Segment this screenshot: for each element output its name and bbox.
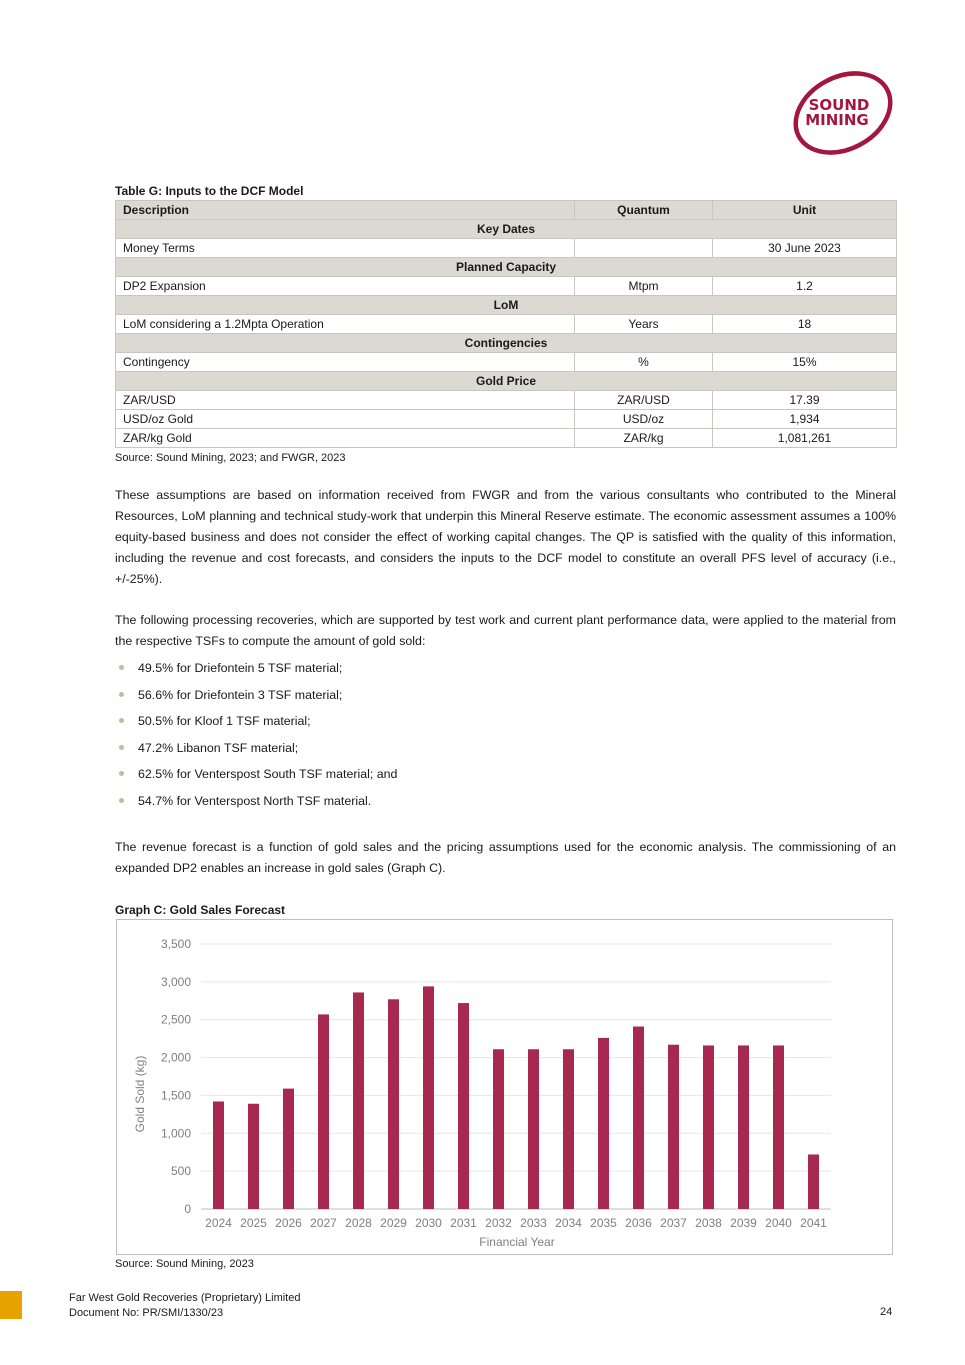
- bullet-icon: [119, 692, 124, 697]
- y-tick-label: 1,500: [160, 1088, 191, 1103]
- cell-description: Contingency: [116, 353, 575, 372]
- list-item: [115, 738, 397, 765]
- cell-unit: 1,081,261: [713, 429, 897, 448]
- table-group-row: [116, 372, 897, 391]
- x-tick-label: 2032: [485, 1216, 512, 1230]
- bullet-icon: [119, 665, 124, 670]
- x-axis-title: Financial Year: [479, 1235, 555, 1249]
- bar-2033: [528, 1049, 539, 1209]
- x-tick-label: 2038: [695, 1216, 722, 1230]
- bar-2026: [283, 1089, 294, 1209]
- bar-2036: [633, 1027, 644, 1209]
- table-row: [116, 391, 897, 410]
- bar-2032: [493, 1049, 504, 1209]
- list-item-text: 47.2% Libanon TSF material;: [138, 740, 299, 755]
- table-title: Table G: Inputs to the DCF Model: [115, 184, 304, 198]
- table-group-row: [116, 334, 897, 353]
- x-tick-label: 2027: [310, 1216, 337, 1230]
- bullet-icon: [119, 745, 124, 750]
- table-group-row: [116, 220, 897, 239]
- bar-2041: [808, 1154, 819, 1209]
- bar-2025: [248, 1104, 259, 1209]
- group-label: Contingencies: [116, 334, 897, 353]
- table-group-row: [116, 258, 897, 277]
- sound-mining-logo: [787, 68, 899, 158]
- x-tick-label: 2024: [205, 1216, 232, 1230]
- cell-quantum: Years: [575, 315, 713, 334]
- bar-2030: [423, 986, 434, 1209]
- bar-2040: [773, 1045, 784, 1209]
- cell-quantum: Mtpm: [575, 277, 713, 296]
- y-tick-label: 2,500: [160, 1012, 191, 1027]
- bullet-icon: [119, 798, 124, 803]
- dcf-inputs-table: [115, 200, 897, 448]
- table-row: [116, 239, 897, 258]
- bar-2035: [598, 1038, 609, 1209]
- table-row: [116, 410, 897, 429]
- logo-line-2: MINING: [805, 111, 869, 129]
- list-item: [115, 685, 397, 712]
- cell-unit: 18: [713, 315, 897, 334]
- recoveries-list: [115, 658, 397, 818]
- list-item-text: 62.5% for Venterspost South TSF material; and: [138, 767, 398, 782]
- table-row: [116, 353, 897, 372]
- cell-quantum: ZAR/kg: [575, 429, 713, 448]
- bar-2038: [703, 1045, 714, 1209]
- chart-source: Source: Sound Mining, 2023: [115, 1258, 254, 1270]
- x-tick-label: 2037: [660, 1216, 687, 1230]
- x-tick-label: 2041: [800, 1216, 827, 1230]
- table-row: [116, 315, 897, 334]
- paragraph-assumptions: These assumptions are based on information received from FWGR and from the various consultants who contributed to the Mineral Resources, LoM planning and technical study-work that underpin this Mineral Reserve estimate. The economic assessment assumes a 100% equity-based business and does not consider the effect of working capital changes. The QP is satisfied with the quality of this information, including the revenue and cost forecasts, and considers the inputs to the DCF model to constitute an overall PFS level of accuracy (i.e., +/-25%).: [115, 488, 896, 586]
- list-item: [115, 764, 397, 791]
- cell-unit: 17.39: [713, 391, 897, 410]
- list-item-text: 50.5% for Kloof 1 TSF material;: [138, 714, 311, 729]
- x-tick-label: 2029: [380, 1216, 407, 1230]
- list-item-text: 56.6% for Driefontein 3 TSF material;: [138, 687, 343, 702]
- bar-2029: [388, 999, 399, 1209]
- list-item-text: 49.5% for Driefontein 5 TSF material;: [138, 661, 343, 675]
- bar-2024: [213, 1101, 224, 1209]
- list-item: [115, 711, 397, 738]
- cell-description: ZAR/kg Gold: [116, 429, 575, 448]
- paragraph-recoveries: The following processing recoveries, which are supported by test work and current plant performance data, were applied to the material from the respective TSFs to compute the amount of gold sold:: [115, 613, 896, 648]
- chart-container: [116, 919, 893, 1255]
- table-row: [116, 277, 897, 296]
- cell-quantum: USD/oz: [575, 410, 713, 429]
- x-tick-label: 2026: [275, 1216, 302, 1230]
- bullet-icon: [119, 718, 124, 723]
- logo-line-1: SOUND: [808, 96, 870, 114]
- cell-description: DP2 Expansion: [116, 277, 575, 296]
- cell-quantum: ZAR/USD: [575, 391, 713, 410]
- list-item-text: 54.7% for Venterspost North TSF material.: [138, 793, 372, 808]
- cell-unit: 15%: [713, 353, 897, 372]
- page-number: 24: [880, 1306, 893, 1318]
- table-header-row: [116, 201, 897, 220]
- graph-title: Graph C: Gold Sales Forecast: [115, 903, 286, 917]
- x-tick-label: 2033: [520, 1216, 547, 1230]
- gold-sales-chart: [117, 920, 892, 1254]
- cell-quantum: %: [575, 353, 713, 372]
- paragraph-revenue: The revenue forecast is a function of gold sales and the pricing assumptions used for the economic analysis. The commissioning of an expanded DP2 enables an increase in gold sales (Graph C).: [115, 840, 896, 875]
- bar-2031: [458, 1003, 469, 1209]
- cell-description: LoM considering a 1.2Mpta Operation: [116, 315, 575, 334]
- cell-unit: 1,934: [713, 410, 897, 429]
- bar-2027: [318, 1014, 329, 1209]
- group-label: Gold Price: [116, 372, 897, 391]
- x-tick-label: 2031: [450, 1216, 477, 1230]
- x-tick-label: 2036: [625, 1216, 652, 1230]
- footer-company: Far West Gold Recoveries (Proprietary) Limited: [69, 1292, 301, 1304]
- group-label: Key Dates: [116, 220, 897, 239]
- header-unit: Unit: [713, 201, 897, 220]
- footer-document-number: Document No: PR/SMI/1330/23: [69, 1307, 224, 1319]
- y-tick-label: 3,000: [160, 974, 191, 989]
- table-source: Source: Sound Mining, 2023; and FWGR, 2023: [115, 452, 346, 464]
- table-row: [116, 429, 897, 448]
- group-label: LoM: [116, 296, 897, 315]
- y-tick-label: 3,500: [160, 937, 191, 951]
- bar-2037: [668, 1045, 679, 1209]
- table-group-row: [116, 296, 897, 315]
- x-tick-label: 2039: [730, 1216, 757, 1230]
- x-tick-label: 2034: [555, 1216, 582, 1230]
- cell-unit: 1.2: [713, 277, 897, 296]
- bar-2028: [353, 992, 364, 1209]
- header-quantum: Quantum: [575, 201, 713, 220]
- list-item: [115, 791, 397, 818]
- y-axis-title: Gold Sold (kg): [133, 1055, 147, 1133]
- footer-info: [69, 1291, 300, 1321]
- group-label: Planned Capacity: [116, 258, 897, 277]
- cell-quantum: [575, 239, 713, 258]
- bullet-icon: [119, 771, 124, 776]
- cell-description: USD/oz Gold: [116, 410, 575, 429]
- y-tick-label: 500: [170, 1164, 191, 1179]
- x-tick-label: 2028: [345, 1216, 372, 1230]
- cell-unit: 30 June 2023: [713, 239, 897, 258]
- y-tick-label: 1,000: [160, 1126, 191, 1141]
- x-tick-label: 2030: [415, 1216, 442, 1230]
- x-tick-label: 2025: [240, 1216, 267, 1230]
- y-tick-label: 2,000: [160, 1050, 191, 1065]
- bar-2039: [738, 1045, 749, 1209]
- y-tick-label: 0: [184, 1202, 191, 1216]
- list-item: [115, 658, 397, 685]
- x-tick-label: 2035: [590, 1216, 617, 1230]
- header-description: Description: [116, 201, 575, 220]
- x-tick-label: 2040: [765, 1216, 792, 1230]
- cell-description: ZAR/USD: [116, 391, 575, 410]
- footer-accent-block: [0, 1291, 22, 1319]
- bar-2034: [563, 1049, 574, 1209]
- cell-description: Money Terms: [116, 239, 575, 258]
